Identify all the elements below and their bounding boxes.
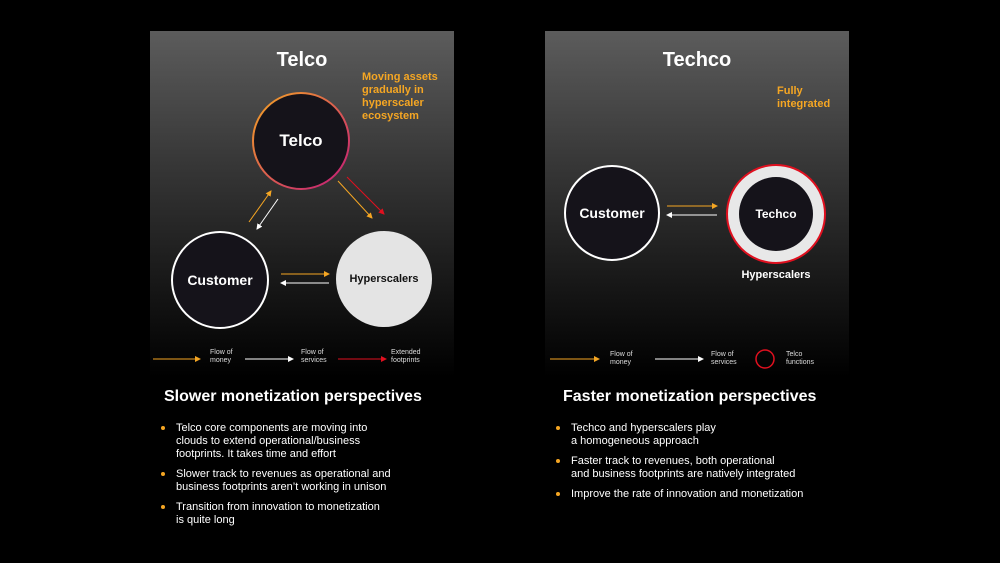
list-item: Faster track to revenues, both operational and business footprints are natively integrated (551, 455, 851, 481)
moving-assets-note: Moving assets gradually in hyperscaler ecosystem (362, 71, 438, 122)
list-item: Transition from innovation to monetization is quite long (156, 501, 456, 527)
bullet-dot-icon (556, 459, 560, 463)
legend-telco-functions-label: Telco functions (786, 351, 815, 366)
techco-panel (545, 31, 849, 377)
list-item: Telco core components are moving into clouds to extend operational/business footprints. It takes time and effort (156, 422, 456, 461)
money-arrow-telco-hyperscalers (338, 181, 372, 218)
extended-footprint-arrow (347, 177, 384, 214)
legend-services-label: Flow of services (711, 351, 737, 366)
left-heading: Slower monetization perspectives (164, 388, 422, 405)
panel-title: Telco (276, 49, 328, 71)
money-arrow-customer-telco (249, 191, 271, 222)
hyperscaler-ring (726, 164, 826, 264)
customer-node: Customer (171, 231, 269, 329)
telco-panel (150, 31, 454, 377)
list-item: Techco and hyperscalers play a homogeneous approach (551, 422, 851, 448)
list-item: Slower track to revenues as operational and business footprints aren’t working in unison (156, 468, 456, 494)
bullet-dot-icon (556, 492, 560, 496)
bullet-dot-icon (161, 426, 165, 430)
legend-money-label: Flow of money (610, 351, 633, 366)
techco-node: Techco (739, 177, 813, 251)
panel-title: Techco (662, 49, 732, 71)
bullet-dot-icon (161, 505, 165, 509)
service-arrow-telco-customer (257, 199, 278, 229)
right-heading: Faster monetization perspectives (563, 388, 817, 405)
right-bullet-list (551, 422, 851, 508)
list-item: Improve the rate of innovation and monetization (551, 488, 851, 501)
fully-integrated-note: Fully integrated (777, 85, 831, 110)
telco-node: Telco (279, 131, 323, 150)
hyperscalers-node: Hyperscalers (336, 231, 432, 327)
bullet-dot-icon (161, 472, 165, 476)
legend-footprints-label: Extended footprints (391, 349, 421, 364)
bullet-dot-icon (556, 426, 560, 430)
legend-services-label: Flow of services (301, 349, 327, 364)
telco-flow-diagram (150, 31, 454, 377)
legend-telco-functions-icon (756, 350, 774, 368)
left-bullet-list (156, 422, 456, 534)
customer-node: Customer (564, 165, 660, 261)
hyperscalers-label: Hyperscalers (741, 269, 811, 281)
legend-money-label: Flow of money (210, 349, 233, 364)
